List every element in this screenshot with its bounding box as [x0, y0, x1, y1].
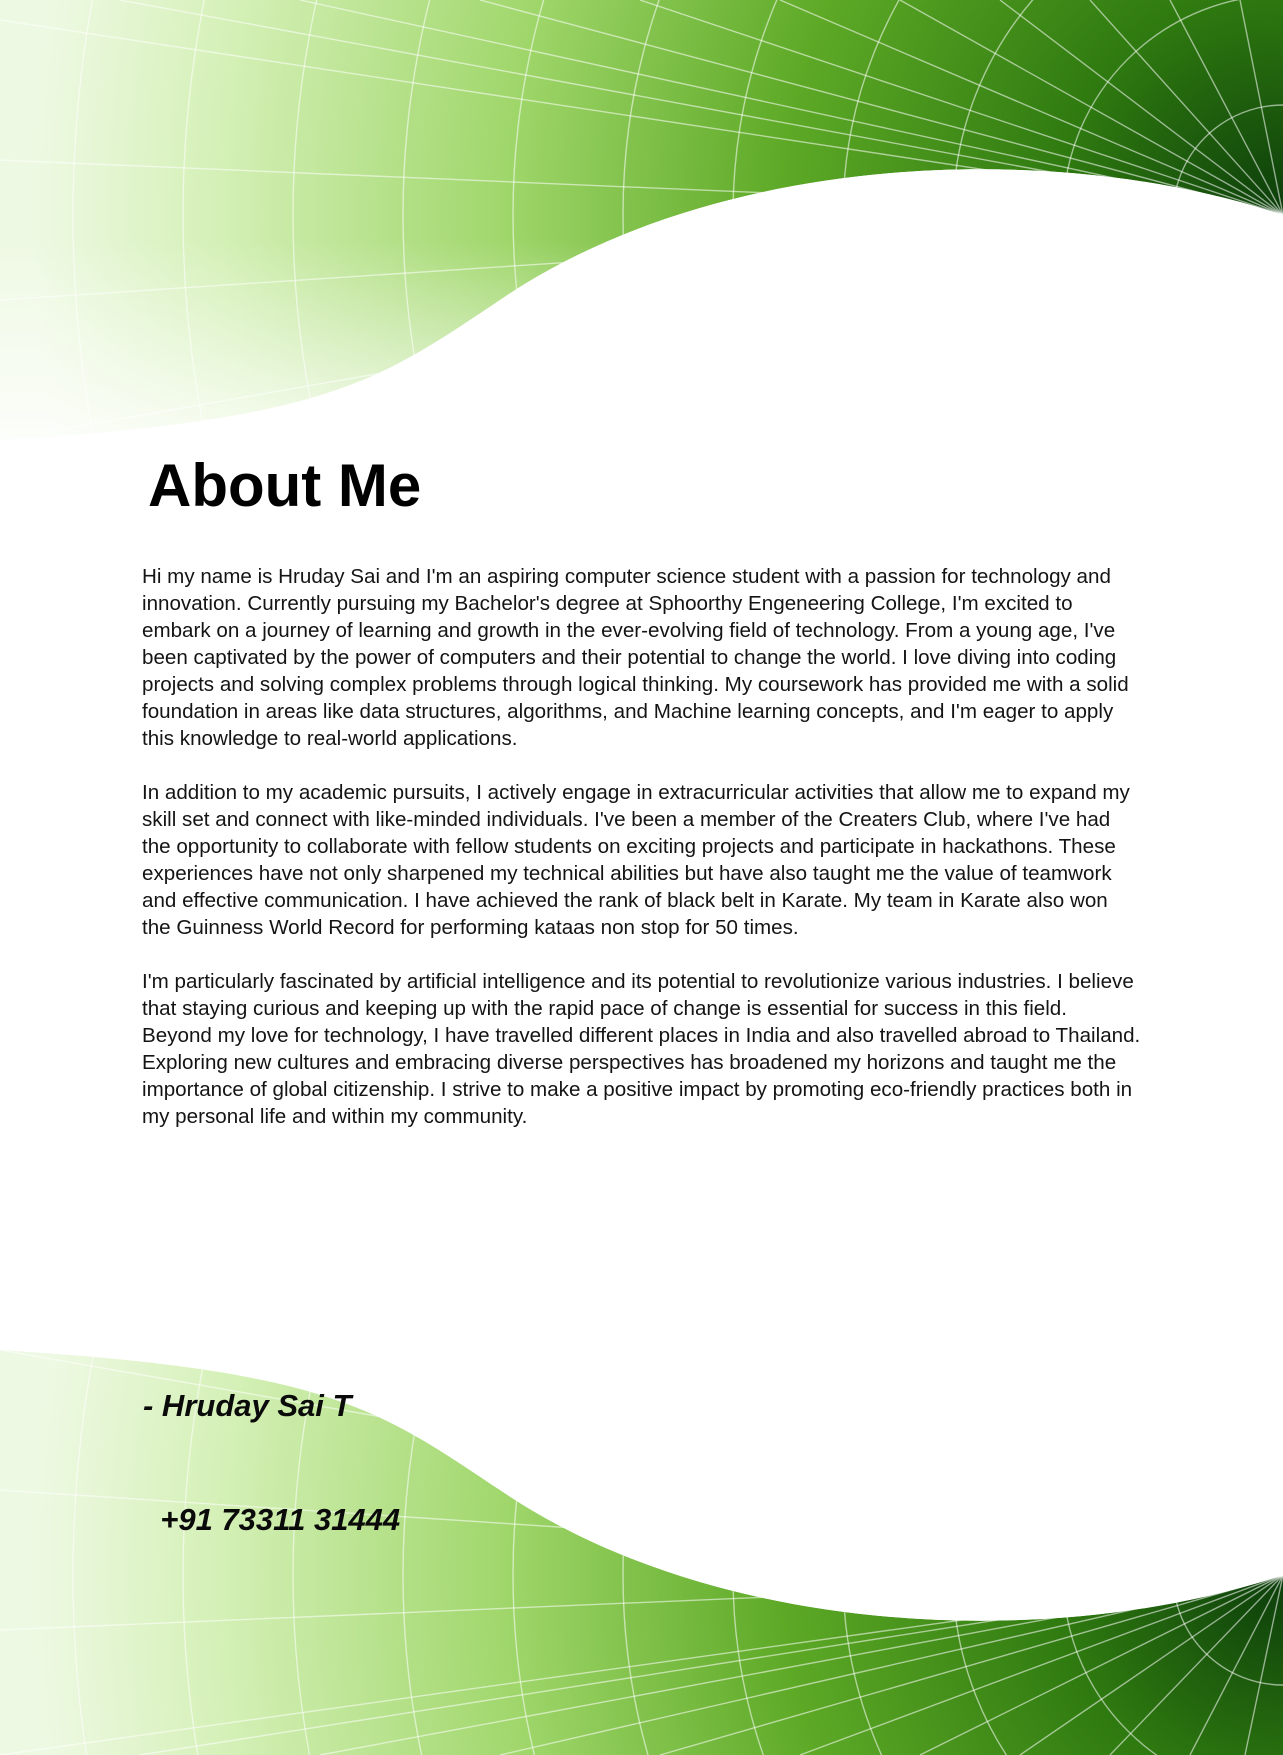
- paragraph-activities: In addition to my academic pursuits, I actively engage in extracurricular activities that allow me to expand my skill set and connect with like-minded individuals. I've been a member of the Creaters Club, where I've had the opportunity to collaborate with fellow students on exciting projects and participate in hackathons. These experiences have not only sharpened my technical abilities but have also taught me the value of teamwork and effective communication. I have achieved the rank of black belt in Karate. My team in Karate also won the Guinness World Record for performing kataas non stop for 50 times.: [142, 781, 1130, 939]
- page-title: About Me: [148, 452, 422, 519]
- about-text: [142, 563, 1142, 1157]
- signature-block: [143, 1311, 400, 1615]
- paragraph-intro: Hi my name is Hruday Sai and I'm an aspiring computer science student with a passion for technology and innovation. Currently pursuing my Bachelor's degree at Sphoorthy Engeneering College, I'm excited to embark on a journey of learning and growth in the ever-evolving field of technology. From a young age, I've been captivated by the power of computers and their potential to change the world. I love diving into coding projects and solving complex problems through logical thinking. My coursework has provided me with a solid foundation in areas like data structures, algorithms, and Machine learning concepts, and I'm eager to apply this knowledge to real-world applications.: [142, 565, 1129, 750]
- signature-phone: +91 73311 31444: [143, 1502, 401, 1537]
- paragraph-interests: I'm particularly fascinated by artificial intelligence and its potential to revolutionize various industries. I believe that staying curious and keeping up with the rapid pace of change is essential for success in this field. Beyond my love for technology, I have travelled different places in India and also travelled abroad to Thailand. Exploring new cultures and embracing diverse perspectives has broadened my horizons and taught me the importance of global citizenship. I strive to make a positive impact by promoting eco-friendly practices both in my personal life and within my community.: [142, 970, 1141, 1128]
- signature-name: - Hruday Sai T: [143, 1388, 352, 1423]
